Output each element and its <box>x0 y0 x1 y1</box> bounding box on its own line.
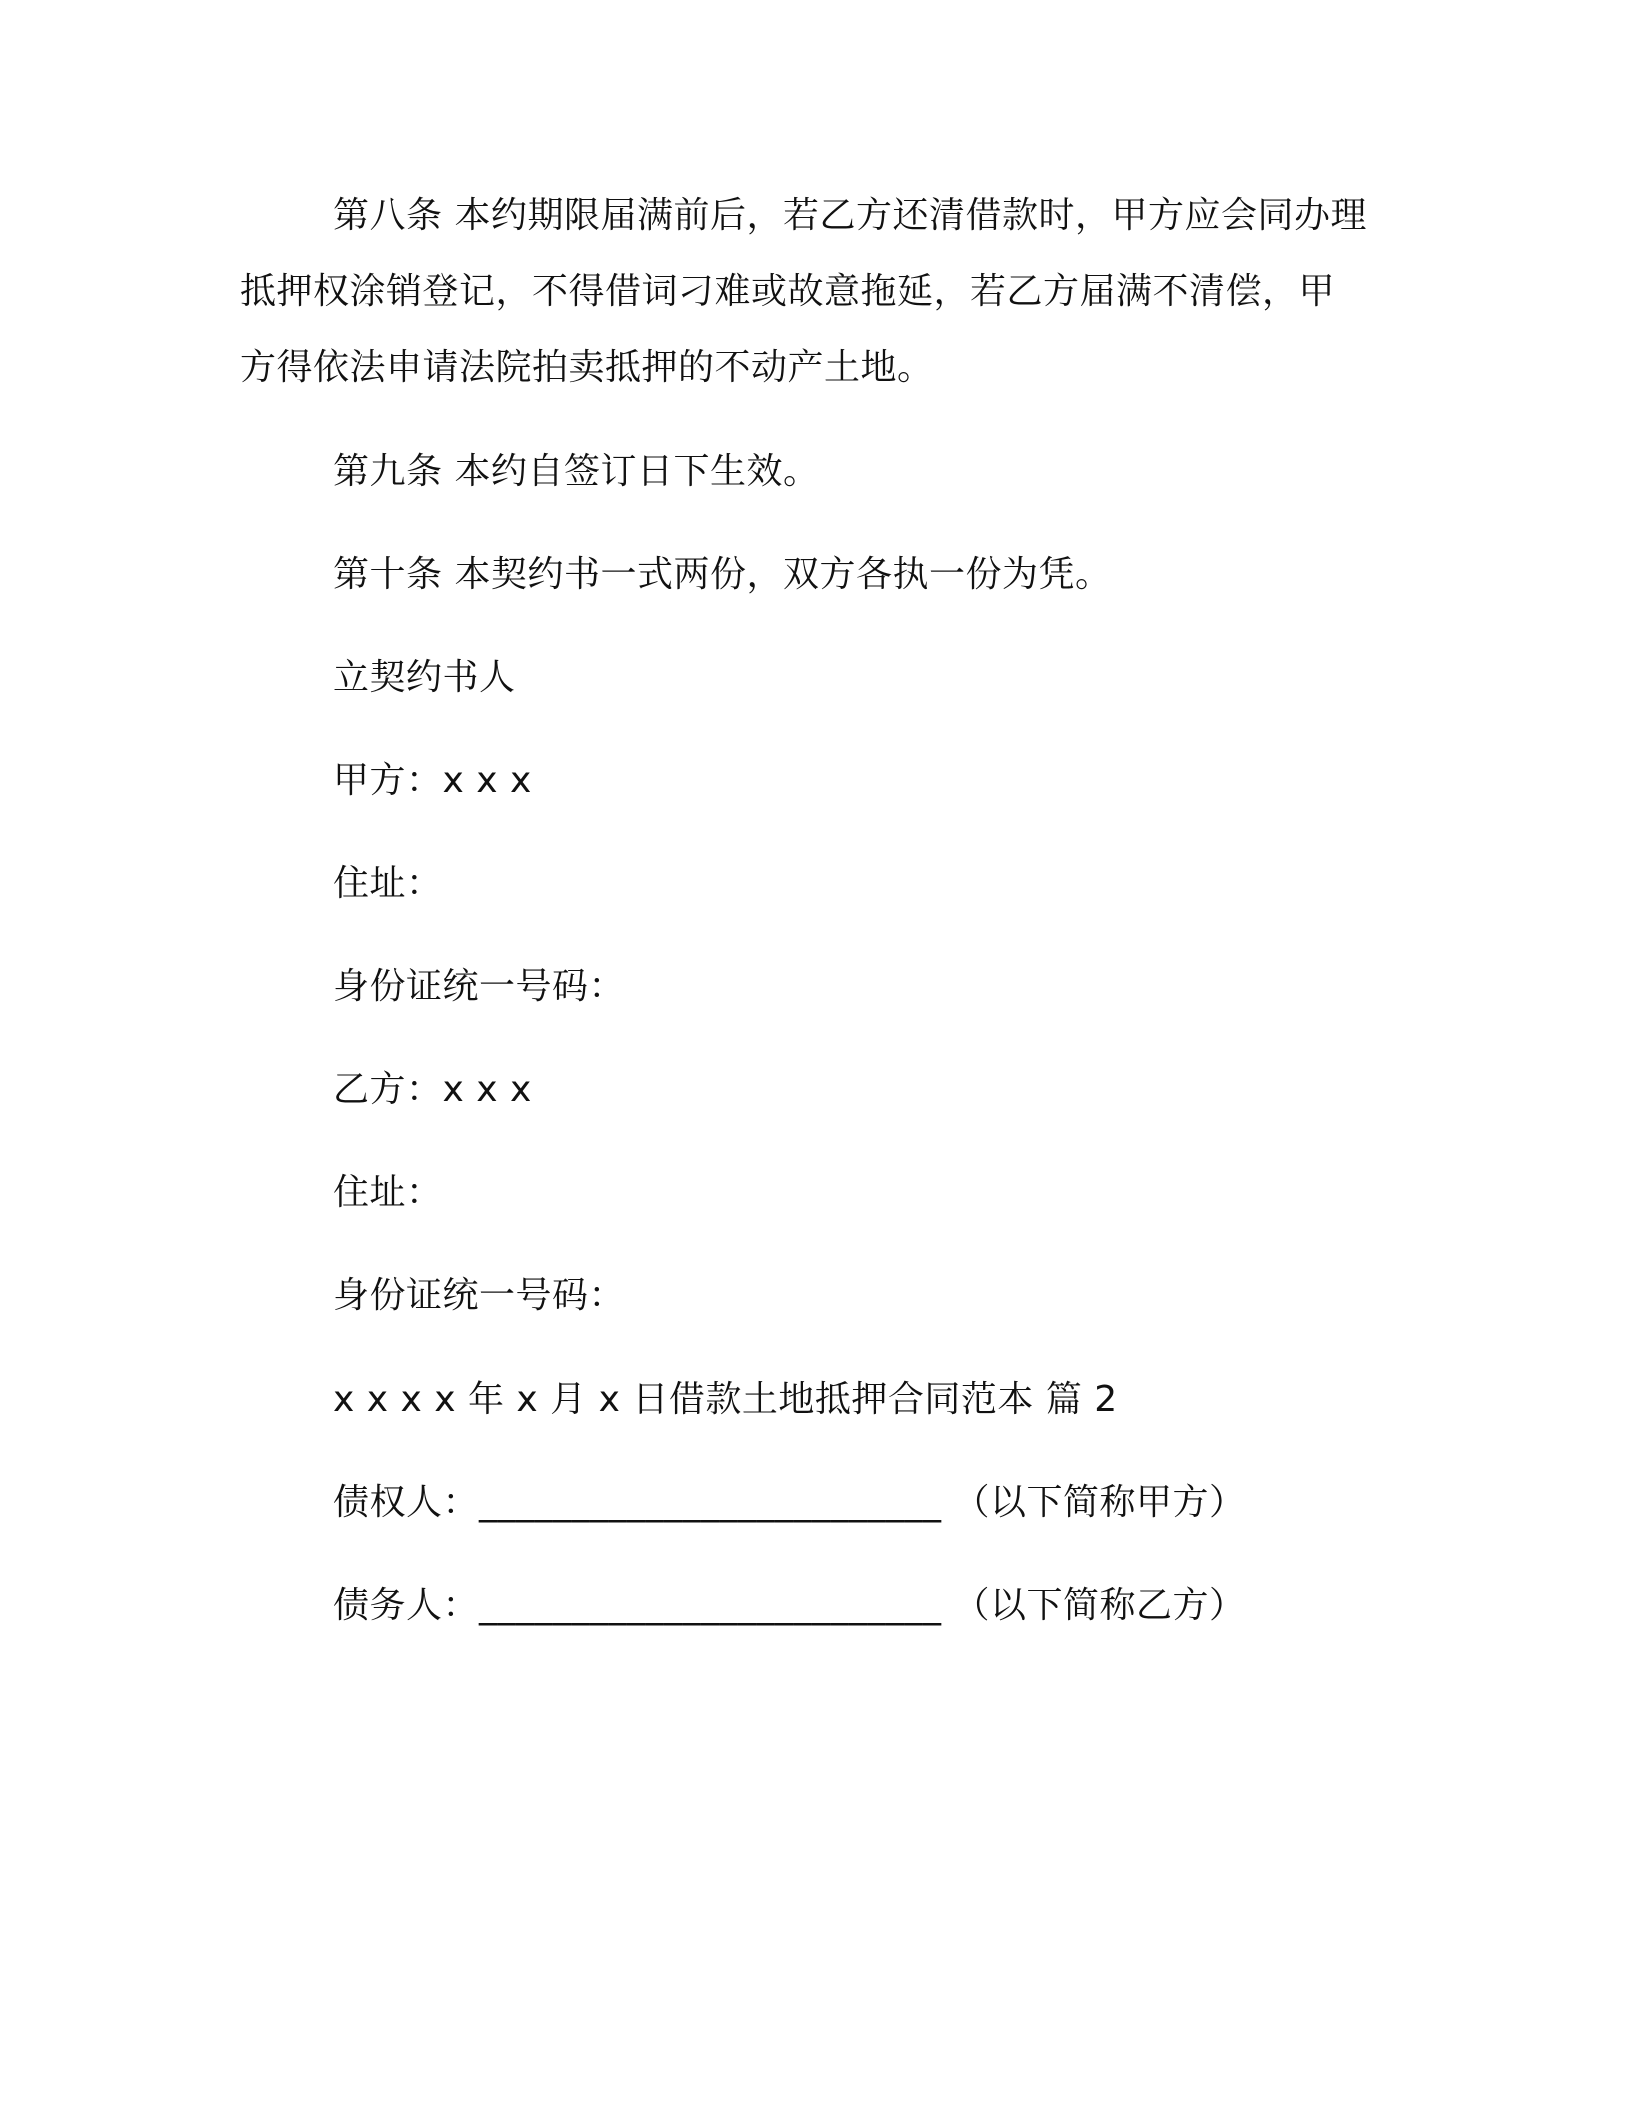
debtor-line: 债务人：_________________________ （以下简称乙方） <box>333 1585 1246 1626</box>
contract-title-date: x x x x 年 x 月 x 日借款土地抵押合同范本 篇 2 <box>333 1379 1118 1420</box>
article-10: 第十条 本契约书一式两份，双方各执一份为凭。 <box>333 554 1112 595</box>
creditor-line: 债权人：_________________________ （以下简称甲方） <box>333 1482 1246 1523</box>
signers-heading: 立契约书人 <box>333 657 516 698</box>
party-b-id: 身份证统一号码： <box>333 1275 626 1316</box>
article-9: 第九条 本约自签订日下生效。 <box>333 451 820 492</box>
party-a-id: 身份证统一号码： <box>333 966 626 1007</box>
party-a-address: 住址： <box>333 863 443 904</box>
party-b-address: 住址： <box>333 1172 443 1213</box>
article-8-line-1: 第八条 本约期限届满前后，若乙方还清借款时，甲方应会同办理 <box>333 195 1367 236</box>
article-8-line-3: 方得依法申请法院拍卖抵押的不动产土地。 <box>240 347 934 388</box>
article-8-line-2: 抵押权涂销登记，不得借词刁难或故意拖延，若乙方届满不清偿，甲 <box>240 271 1336 312</box>
party-b-name: 乙方：x x x <box>333 1069 532 1110</box>
party-a-name: 甲方：x x x <box>333 760 532 801</box>
